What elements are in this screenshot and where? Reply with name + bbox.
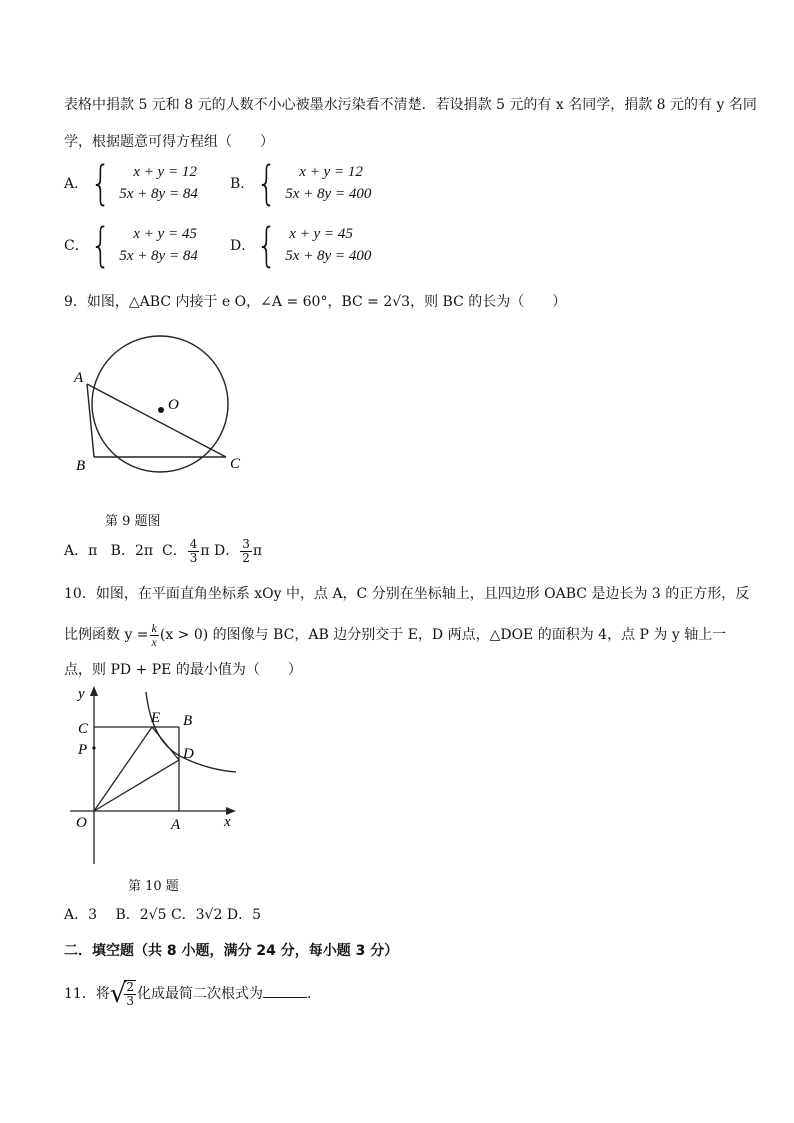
label-c: C — [78, 721, 89, 737]
segment-od — [94, 760, 179, 811]
segment-ed — [152, 727, 179, 760]
q10-text-line3: 点，则 PD + PE 的最小值为（ ） — [64, 662, 302, 678]
label-c: C — [230, 456, 241, 472]
section-heading: 二．填空题（共 8 小题，满分 24 分，每小题 3 分） — [64, 943, 399, 959]
label-o: O — [76, 815, 87, 831]
q10-text-line2: 比例函数 y = $\frac{k}{x}$ (x > 0) 的图像与 BC，AB 边分别交于 E，D 两点，△DOE 的面积为 4，点 P 为 y 轴上一 — [64, 620, 727, 649]
q9-options — [64, 536, 262, 566]
q9-figure — [64, 330, 254, 478]
label-a: A — [74, 370, 84, 386]
label-p: P — [78, 742, 88, 758]
label-x: x — [224, 814, 231, 830]
q8-option-b: B． { x + y = 12 5x + 8y = 400 — [230, 156, 372, 210]
q9-caption: 第 9 题图 — [105, 514, 161, 529]
q9-option-c: C． $\frac{4}{3}$ π — [161, 536, 210, 565]
q8-text-line1: 表格中捐款 5 元和 8 元的人数不小心被墨水污染看不清楚．若设捐款 5 元的有 x 名同学，捐款 8 元的有 y 名同 — [64, 97, 757, 113]
segment-oe — [94, 727, 152, 811]
sqrt-icon: √ — [109, 979, 127, 1009]
q10-options: A．3 B．2√5 C．3√2 D．5 — [64, 907, 261, 923]
q11-question: 11．将√ $\frac{2}{3}$ 化成最简二次根式为 . — [64, 979, 312, 1009]
circle-o — [92, 336, 228, 472]
segment-ac — [87, 384, 226, 457]
q9-option-b: B．2π — [110, 543, 154, 559]
q9-option-a: A．π — [64, 543, 98, 559]
label-b: B — [183, 713, 193, 729]
label-b: B — [76, 458, 86, 474]
q8-option-a: A． { x + y = 12 5x + 8y = 84 — [64, 156, 198, 210]
label-d: D — [183, 746, 194, 762]
answer-blank[interactable] — [263, 983, 307, 998]
q8-option-c: C． { x + y = 45 5x + 8y = 84 — [64, 218, 198, 272]
q10-caption: 第 10 题 — [128, 879, 179, 894]
q10-text-line1: 10．如图，在平面直角坐标系 xOy 中，点 A，C 分别在坐标轴上，且四边形 OABC 是边长为 3 的正方形，反 — [64, 586, 750, 602]
y-axis-arrow-icon — [90, 686, 98, 696]
label-y: y — [78, 686, 85, 702]
q8-option-d: D． { x + y = 45 5x + 8y = 400 — [230, 218, 372, 272]
q10-figure — [64, 684, 244, 866]
center-point-o — [158, 407, 164, 413]
q9-option-d: D． $\frac{3}{2}$ π — [214, 536, 263, 565]
label-e: E — [151, 710, 161, 726]
label-o: O — [168, 397, 179, 413]
q8-text-line2: 学，根据题意可得方程组（ ） — [64, 134, 274, 150]
label-a: A — [171, 817, 181, 833]
q9-question-text: 9．如图，△ABC 内接于 e O，∠A = 60°，BC = 2√3，则 BC 的长为（ ） — [64, 294, 567, 310]
point-p — [92, 746, 95, 749]
